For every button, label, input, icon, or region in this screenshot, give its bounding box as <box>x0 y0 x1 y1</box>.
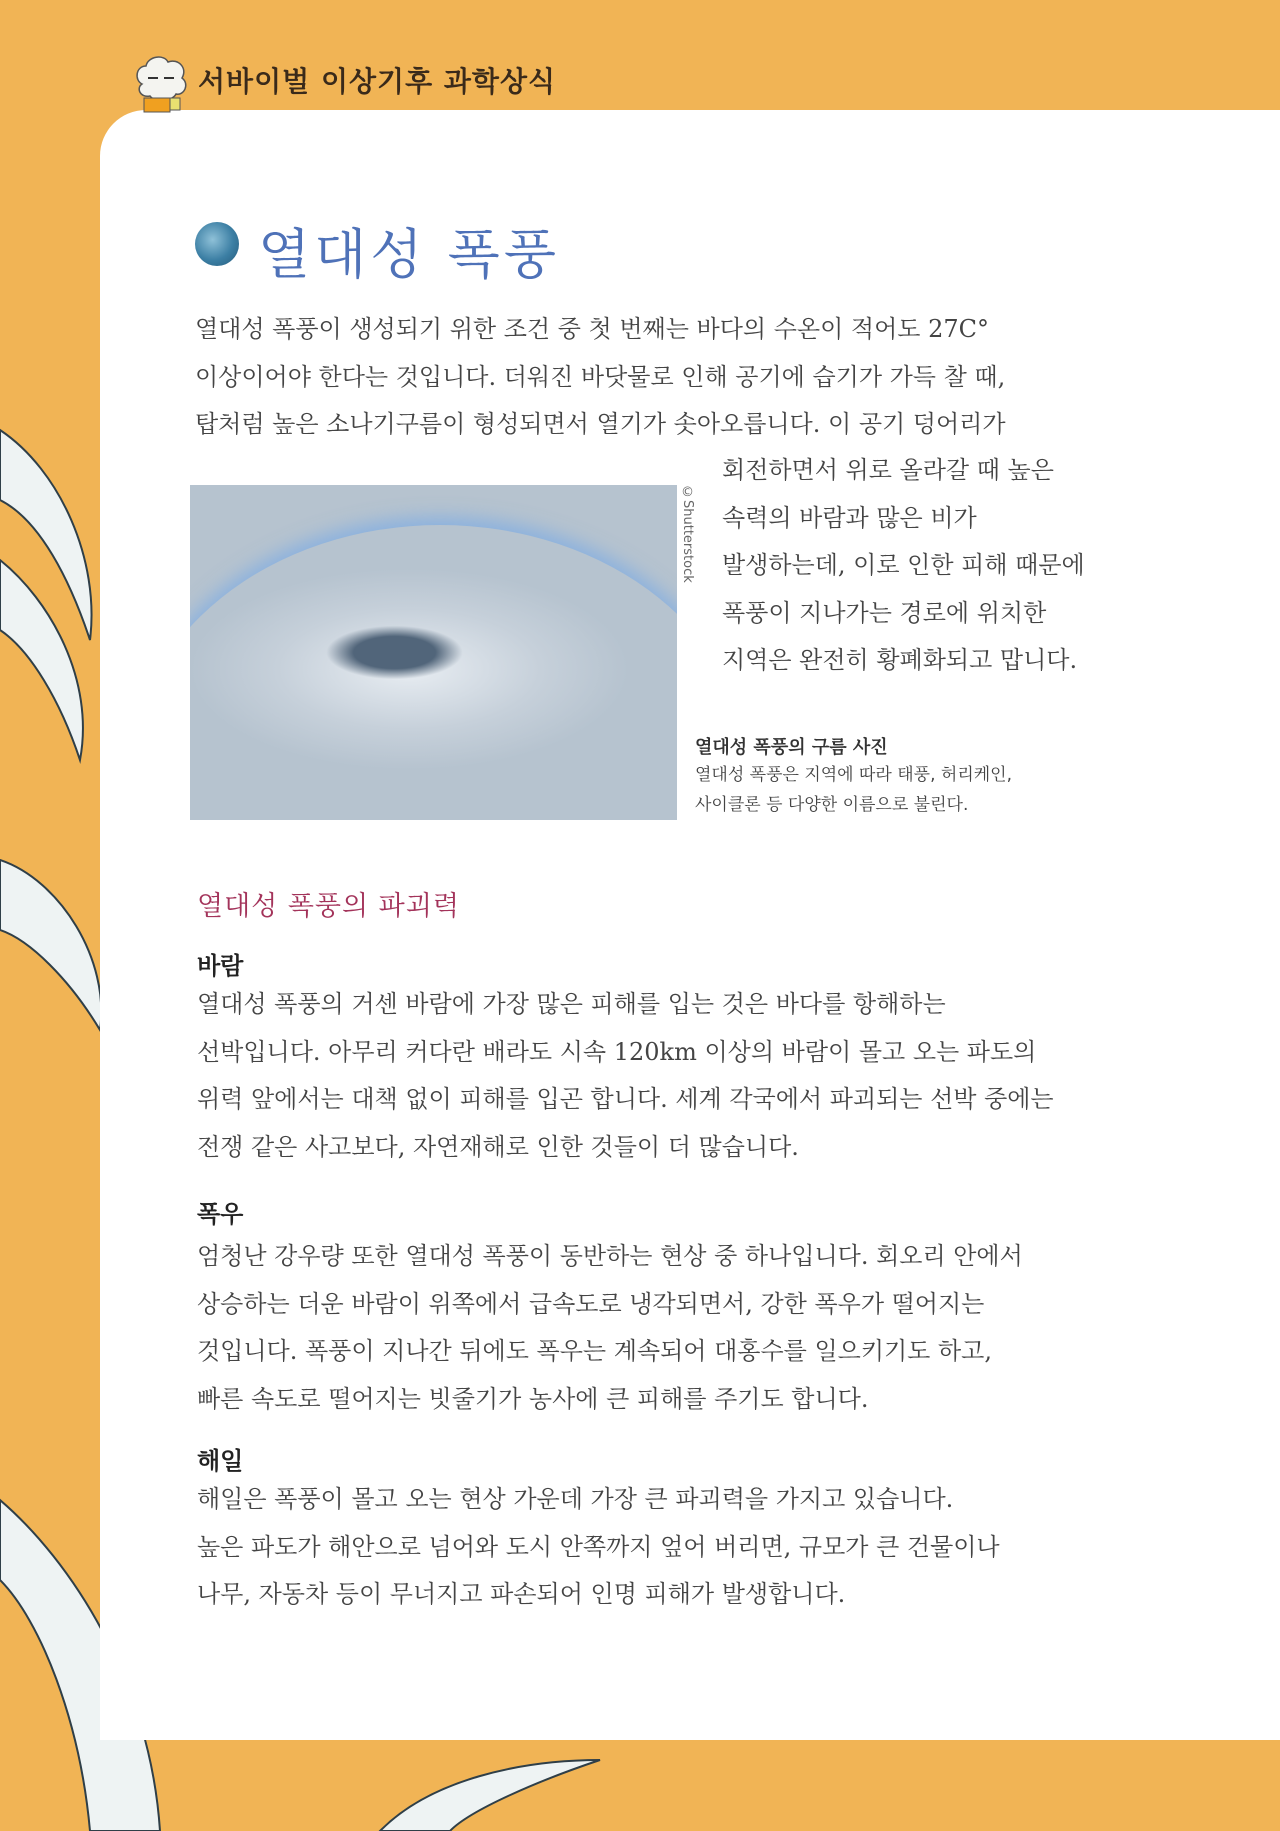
cloud-mascot-icon <box>132 54 192 124</box>
globe-icon <box>195 222 239 266</box>
text-line: 상승하는 더운 바람이 위쪽에서 급속도로 냉각되면서, 강한 폭우가 떨어지는 <box>197 1289 985 1318</box>
text-line: 빠른 속도로 떨어지는 빗줄기가 농사에 큰 피해를 주기도 합니다. <box>197 1384 869 1413</box>
intro-paragraph <box>195 306 1006 449</box>
subsection-heading-surge: 해일 <box>197 1447 244 1475</box>
photo-caption <box>695 760 1012 820</box>
text-line: 선박입니다. 아무리 커다란 배라도 시속 120km 이상의 바람이 몰고 오는 파도의 <box>197 1037 1037 1066</box>
series-title: 서바이벌 이상기후 과학상식 <box>198 65 557 98</box>
photo-credit: ©Shutterstock <box>680 485 695 583</box>
hurricane-photo <box>190 485 677 820</box>
section-heading: 열대성 폭풍의 파괴력 <box>197 891 460 922</box>
text-line: 해일은 폭풍이 몰고 오는 현상 가운데 가장 큰 파괴력을 가지고 있습니다. <box>197 1485 954 1513</box>
subsection-heading-wind: 바람 <box>197 952 244 980</box>
subsection-heading-rain: 폭우 <box>197 1200 244 1228</box>
rain-paragraph <box>197 1233 1023 1423</box>
intro-side-paragraph <box>722 447 1085 685</box>
wind-paragraph <box>197 981 1054 1171</box>
text-line: 폭풍이 지나가는 경로에 위치한 <box>722 598 1047 627</box>
text-line: 나무, 자동차 등이 무너지고 파손되어 인명 피해가 발생합니다. <box>197 1580 846 1608</box>
caption-line: 사이클론 등 다양한 이름으로 불린다. <box>695 795 969 815</box>
text-line: 탑처럼 높은 소나기구름이 형성되면서 열기가 솟아오릅니다. 이 공기 덩어리가 <box>195 410 1006 438</box>
text-line: 열대성 폭풍이 생성되기 위한 조건 중 첫 번째는 바다의 수온이 적어도 27C° <box>195 315 989 343</box>
text-line: 열대성 폭풍의 거센 바람에 가장 많은 피해를 입는 것은 바다를 항해하는 <box>197 990 946 1018</box>
surge-paragraph <box>197 1476 1000 1619</box>
text-line: 이상이어야 한다는 것입니다. 더워진 바닷물로 인해 공기에 습기가 가득 찰 때, <box>195 362 1006 391</box>
text-line: 회전하면서 위로 올라갈 때 높은 <box>722 456 1054 484</box>
text-line: 발생하는데, 이로 인한 피해 때문에 <box>722 551 1085 579</box>
photo-caption-title: 열대성 폭풍의 구름 사진 <box>695 737 888 758</box>
text-line: 전쟁 같은 사고보다, 자연재해로 인한 것들이 더 많습니다. <box>197 1132 799 1161</box>
text-line: 높은 파도가 해안으로 넘어와 도시 안쪽까지 엎어 버리면, 규모가 큰 건물이나 <box>197 1532 1000 1561</box>
text-line: 것입니다. 폭풍이 지나간 뒤에도 폭우는 계속되어 대홍수를 일으키기도 하고, <box>197 1337 992 1365</box>
page-title: 열대성 폭풍 <box>258 223 560 286</box>
text-line: 속력의 바람과 많은 비가 <box>722 503 977 532</box>
text-line: 지역은 완전히 황폐화되고 맙니다. <box>722 646 1078 674</box>
text-line: 위력 앞에서는 대책 없이 피해를 입곤 합니다. 세계 각국에서 파괴되는 선박 중에는 <box>197 1085 1054 1113</box>
text-line: 엄청난 강우량 또한 열대성 폭풍이 동반하는 현상 중 하나입니다. 회오리 안에서 <box>197 1242 1023 1270</box>
caption-line: 열대성 폭풍은 지역에 따라 태풍, 허리케인, <box>695 765 1013 785</box>
